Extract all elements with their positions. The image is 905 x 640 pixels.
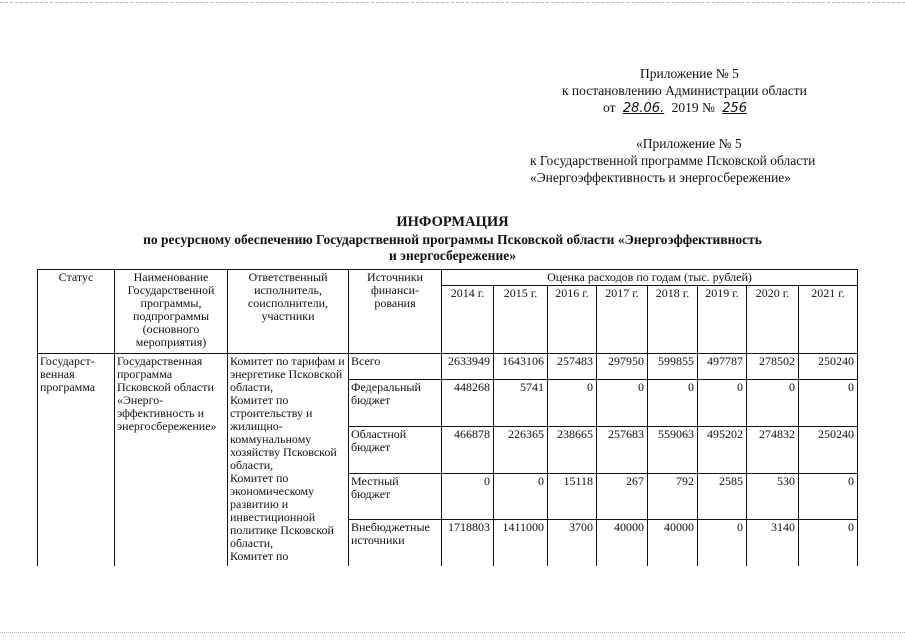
program-executors — [228, 354, 349, 567]
value-cell: 0 — [698, 520, 747, 566]
appendix2-program: к Государственной программе Псковской области — [530, 153, 816, 168]
program-name: Государственная программа Псковской области «Энерго-эффективность и энергосбережение» — [115, 354, 228, 567]
header-year: 2016 г. — [548, 286, 597, 354]
value-cell: 0 — [799, 520, 858, 566]
value-cell: 3140 — [747, 520, 799, 566]
appendix2-title: «Приложение № 5 — [636, 136, 742, 151]
appendix-date-line — [603, 100, 751, 117]
handwritten-number: 256 — [722, 101, 748, 116]
value-cell: 0 — [597, 379, 648, 426]
value-cell: 1411000 — [494, 520, 548, 566]
header-executor: Ответственный исполнитель, соисполнители, участники — [228, 270, 349, 354]
document-subheading-cont: и энергосбережение» — [389, 248, 516, 263]
value-cell: 274832 — [747, 426, 799, 473]
header-year: 2017 г. — [597, 286, 648, 354]
value-cell: 1718803 — [442, 520, 494, 566]
value-cell: 0 — [494, 473, 548, 520]
value-cell: 250240 — [799, 426, 858, 473]
date-year: 2019 № — [671, 100, 715, 115]
handwritten-date: 28.06. — [622, 101, 665, 116]
value-cell: 0 — [799, 473, 858, 520]
header-name: Наименование Государственной программы, подпрограммы (основного мероприятия) — [115, 270, 228, 354]
header-year: 2014 г. — [442, 286, 494, 354]
value-cell: 250240 — [799, 354, 858, 380]
value-cell: 257483 — [548, 354, 597, 380]
value-cell: 278502 — [747, 354, 799, 380]
resource-table — [37, 269, 858, 566]
value-cell: 0 — [548, 379, 597, 426]
value-cell: 448268 — [442, 379, 494, 426]
value-cell: 3700 — [548, 520, 597, 566]
appendix-title: Приложение № 5 — [640, 66, 739, 81]
value-cell: 599855 — [648, 354, 698, 380]
header-status: Статус — [38, 270, 115, 354]
executor-item: Комитет по тарифам и энергетике Псковской области, — [230, 354, 345, 394]
header-year: 2019 г. — [698, 286, 747, 354]
header-row — [38, 270, 858, 286]
document-subheading: по ресурсному обеспечению Государственной программы Псковской области «Энергоэффективность — [143, 232, 762, 247]
value-cell: 5741 — [494, 379, 548, 426]
scan-bottom-edge — [0, 632, 905, 633]
value-cell: 40000 — [597, 520, 648, 566]
executors-list — [230, 355, 346, 565]
source-cell: Внебюджетные источники — [349, 520, 442, 566]
value-cell: 238665 — [548, 426, 597, 473]
header-year: 2020 г. — [747, 286, 799, 354]
executor-item: Комитет по экономическому развитию и инвестиционной политике Псковской области, — [230, 471, 334, 550]
value-cell: 0 — [442, 473, 494, 520]
source-cell: Всего — [349, 354, 442, 380]
value-cell: 2633949 — [442, 354, 494, 380]
value-cell: 257683 — [597, 426, 648, 473]
value-cell: 0 — [799, 379, 858, 426]
header-year: 2018 г. — [648, 286, 698, 354]
value-cell: 1643106 — [494, 354, 548, 380]
document-heading: ИНФОРМАЦИЯ — [396, 214, 509, 230]
value-cell: 0 — [747, 379, 799, 426]
value-cell: 15118 — [548, 473, 597, 520]
executor-item: Комитет по — [230, 549, 289, 563]
appendix2-program-name: «Энергоэффективность и энергосбережение» — [530, 170, 792, 185]
value-cell: 267 — [597, 473, 648, 520]
scan-top-edge — [0, 2, 905, 3]
value-cell: 530 — [747, 473, 799, 520]
value-cell: 559063 — [648, 426, 698, 473]
header-year: 2015 г. — [494, 286, 548, 354]
value-cell: 495202 — [698, 426, 747, 473]
date-prefix: от — [603, 100, 616, 115]
program-status: Государст-венная программа — [38, 354, 115, 567]
source-cell: Местный бюджет — [349, 473, 442, 520]
appendix-decree: к постановлению Администрации области — [562, 83, 807, 98]
value-cell: 297950 — [597, 354, 648, 380]
value-cell: 0 — [698, 379, 747, 426]
header-estimate: Оценка расходов по годам (тыс. рублей) — [442, 270, 858, 286]
header-sources: Источники финанси-рования — [349, 270, 442, 354]
value-cell: 226365 — [494, 426, 548, 473]
source-cell: Областной бюджет — [349, 426, 442, 473]
value-cell: 792 — [648, 473, 698, 520]
value-cell: 40000 — [648, 520, 698, 566]
value-cell: 466878 — [442, 426, 494, 473]
value-cell: 0 — [648, 379, 698, 426]
source-cell: Федеральный бюджет — [349, 379, 442, 426]
value-cell: 497787 — [698, 354, 747, 380]
table-row — [38, 354, 858, 380]
header-year: 2021 г. — [799, 286, 858, 354]
executor-item: Комитет по строительству и жилищно-коммунальному хозяйству Псковской области, — [230, 393, 337, 472]
value-cell: 2585 — [698, 473, 747, 520]
